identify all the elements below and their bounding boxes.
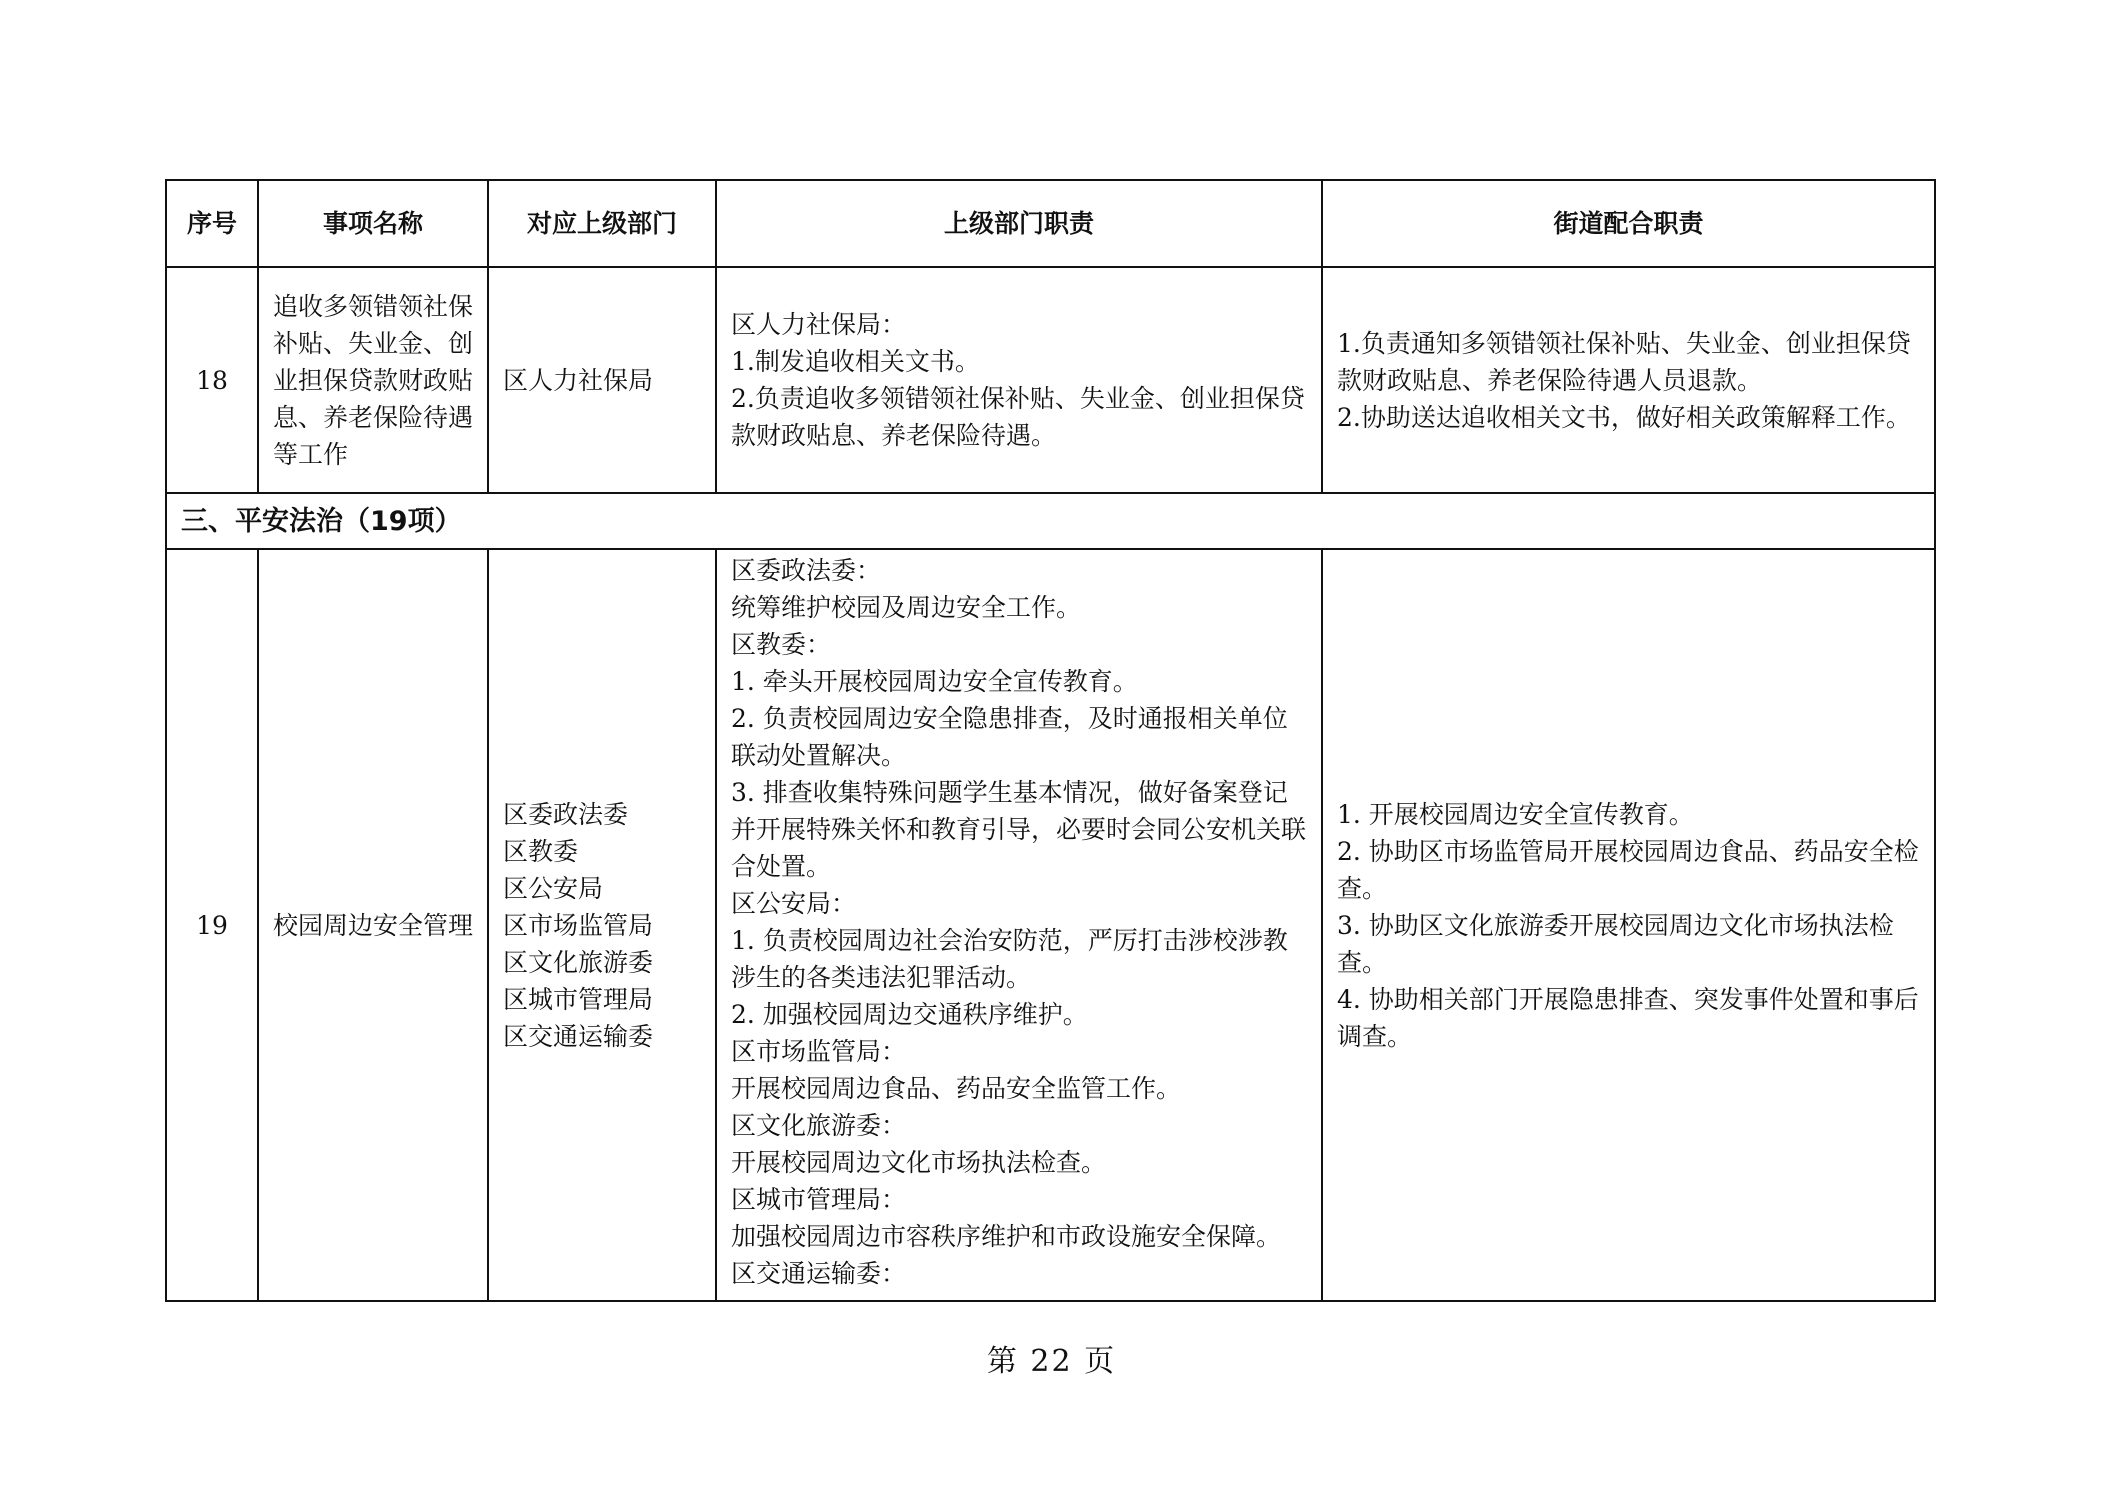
row19-dept-line: 区公安局 <box>503 873 604 903</box>
row19-dept-line: 区市场监管局 <box>503 910 654 940</box>
row19-dept-line: 区文化旅游委 <box>503 947 654 977</box>
row18-duty-street <box>1322 267 1935 493</box>
row18-dept: 区人力社保局 <box>488 267 716 493</box>
row19-duty-street <box>1322 549 1935 1301</box>
row19-no: 19 <box>166 549 258 1301</box>
row19-duty-up-line: 2. 负责校园周边安全隐患排查，及时通报相关单位联动处置解决。 <box>731 704 1288 770</box>
section-row <box>166 493 1935 549</box>
row18-duty-street-line: 2.协助送达追收相关文书，做好相关政策解释工作。 <box>1337 402 1911 432</box>
row19-dept-line: 区城市管理局 <box>503 984 654 1014</box>
row19-duty-up-line: 1. 负责校园周边社会治安防范，严厉打击涉校涉教涉生的各类违法犯罪活动。 <box>731 926 1288 992</box>
section-title: 三、平安法治（19项） <box>166 493 1935 549</box>
row18-duty-up-line: 区人力社保局： <box>731 310 907 339</box>
header-duty-street: 街道配合职责 <box>1322 180 1935 267</box>
header-no: 序号 <box>166 180 258 267</box>
row19-duty-up-line: 区城市管理局： <box>731 1185 907 1214</box>
row19-duty-street-line: 4. 协助相关部门开展隐患排查、突发事件处置和事后调查。 <box>1337 984 1919 1051</box>
duty-table-container <box>165 179 1934 1302</box>
row19-duty-up-line: 统筹维护校园及周边安全工作。 <box>731 593 1082 622</box>
table-row-19 <box>166 549 1935 1301</box>
row19-duty-up-line: 区委政法委： <box>731 556 882 585</box>
row18-no: 18 <box>166 267 258 493</box>
row19-duty-up-line: 区市场监管局： <box>731 1037 907 1066</box>
row19-duty-up-line: 区交通运输委： <box>731 1259 907 1288</box>
row19-dept-line: 区委政法委 <box>503 799 629 829</box>
header-item-name: 事项名称 <box>258 180 488 267</box>
row19-dept-line: 区交通运输委 <box>503 1021 654 1051</box>
table-header-row <box>166 180 1935 267</box>
row19-duty-street-line: 2. 协助区市场监管局开展校园周边食品、药品安全检查。 <box>1337 836 1919 903</box>
header-duty-up: 上级部门职责 <box>716 180 1322 267</box>
row19-duty-up <box>716 549 1322 1301</box>
row19-dept-line: 区教委 <box>503 836 579 866</box>
row19-duty-street-line: 1. 开展校园周边安全宣传教育。 <box>1337 799 1694 829</box>
duty-table <box>165 179 1936 1302</box>
row19-duty-up-line: 1. 牵头开展校园周边安全宣传教育。 <box>731 667 1138 696</box>
row18-name: 追收多领错领社保补贴、失业金、创业担保贷款财政贴息、养老保险待遇等工作 <box>258 267 488 493</box>
row19-dept <box>488 549 716 1301</box>
row18-duty-up-line: 1.制发追收相关文书。 <box>731 347 980 376</box>
row19-duty-up-line: 加强校园周边市容秩序维护和市政设施安全保障。 <box>731 1222 1282 1251</box>
row19-duty-up-line: 区公安局： <box>731 889 857 918</box>
row19-duty-up-line: 区教委： <box>731 630 832 659</box>
row19-name: 校园周边安全管理 <box>258 549 488 1301</box>
row19-duty-up-line: 3. 排查收集特殊问题学生基本情况，做好备案登记并开展特殊关怀和教育引导，必要时会同公安机关联合处置。 <box>731 778 1307 881</box>
row19-duty-up-line: 开展校园周边食品、药品安全监管工作。 <box>731 1074 1182 1103</box>
row19-duty-up-line: 区文化旅游委： <box>731 1111 907 1140</box>
row19-duty-up-line: 开展校园周边文化市场执法检查。 <box>731 1148 1107 1177</box>
row18-duty-up-line: 2.负责追收多领错领社保补贴、失业金、创业担保贷款财政贴息、养老保险待遇。 <box>731 384 1305 450</box>
row18-duty-street-line: 1.负责通知多领错领社保补贴、失业金、创业担保贷款财政贴息、养老保险待遇人员退款。 <box>1337 328 1911 395</box>
row18-duty-up <box>716 267 1322 493</box>
page-number: 第 22 页 <box>986 1344 1117 1379</box>
row19-duty-street-line: 3. 协助区文化旅游委开展校园周边文化市场执法检查。 <box>1337 910 1894 977</box>
header-dept: 对应上级部门 <box>488 180 716 267</box>
row19-duty-up-line: 2. 加强校园周边交通秩序维护。 <box>731 1000 1088 1029</box>
table-row-18 <box>166 267 1935 493</box>
